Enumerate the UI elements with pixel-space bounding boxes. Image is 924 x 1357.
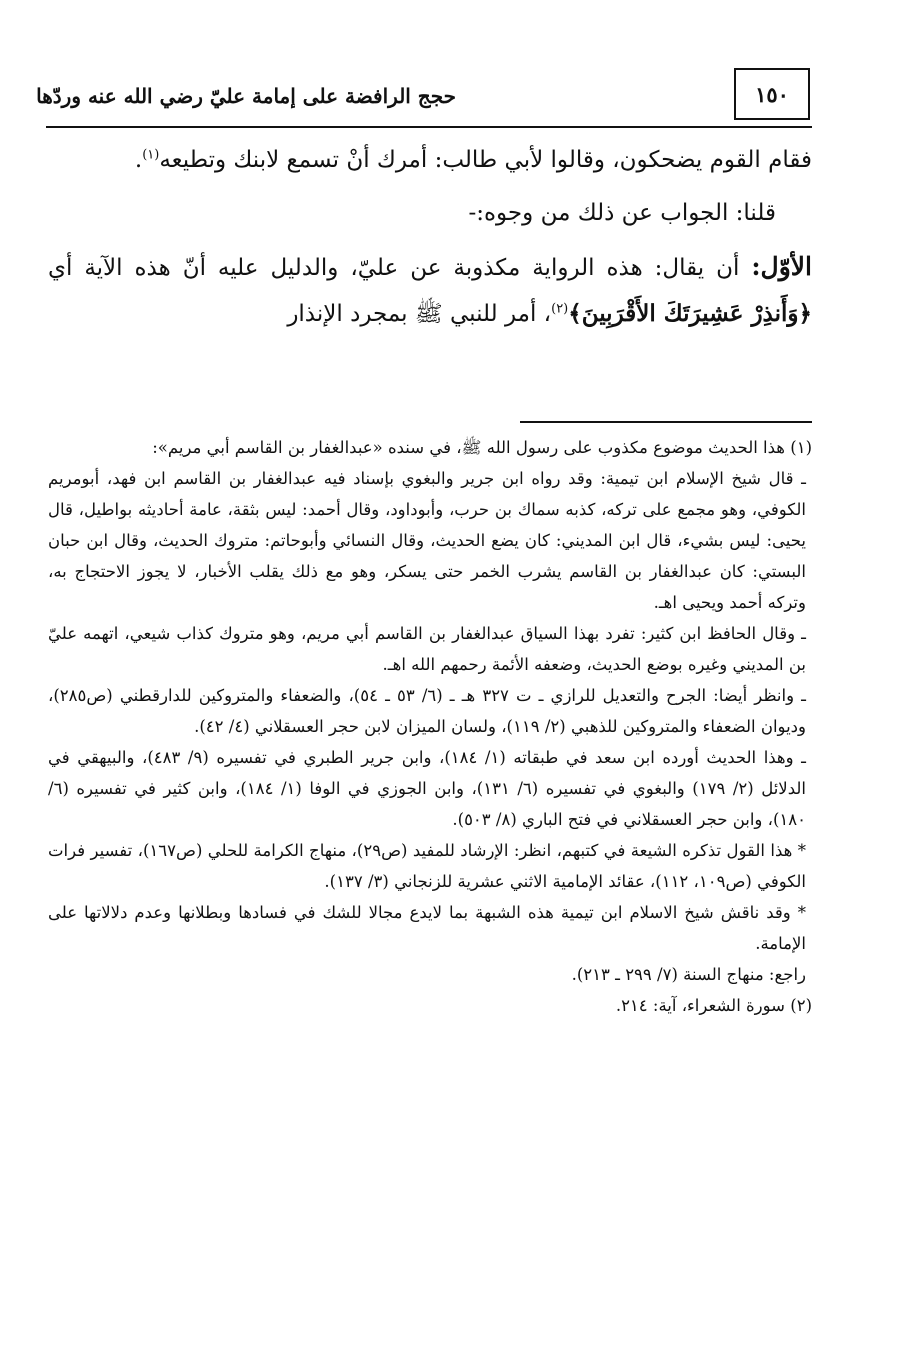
footnote-1-kathir: ـ وقال الحافظ ابن كثير: تفرد بهذا السياق عبدالغفار بن القاسم أبي مريم، وهو متروك كذاب شيعي، اتهمه عليّ بن المديني وغيره بوضع الحديث، وضعفه الأئمة رحمهم الله اهـ. [48, 624, 806, 674]
running-title: حجج الرافضة على إمامة عليّ رضي الله عنه وردّها [36, 84, 456, 108]
quran-verse: ﴿وَأَنذِرْ عَشِيرَتَكَ الأَقْرَبِينَ﴾ [568, 300, 812, 327]
footnote-separator [520, 421, 812, 423]
main-paragraph-1 [48, 138, 812, 183]
footnote-1-shia-sources: * هذا القول تذكره الشيعة في كتبهم، انظر: الإرشاد للمفيد (ص٢٩)، منهاج الكرامة للحلي (ص١٦٧)، تفسير فرات الكوفي (ص١٠٩، ١١٢)، عقائد الإمامية الاثني عشرية للزنجاني (٣/ ١٣٧). [48, 841, 806, 891]
footnote-1-taymiyya: ـ قال شيخ الإسلام ابن تيمية: وقد رواه ابن جرير والبغوي بإسناد فيه عبدالغفار بن القاسم ابن فهد، أبومريم الكوفي، وهو مجمع على تركه، كذبه سماك بن حرب، وأبوداود، وقال أحمد: ليس بثقة، عامة أحاديثه بواطيل، قال يحيى: ليس بشيء، قال ابن المديني: كان يضع الحديث، وقال النسائي وأبوحاتم: متروك الحديث، وقال ابن حبان البستي: كان عبدالغفار بن القاسم يشرب الخمر حتى يسكر، وهو مع ذلك يقلب الأخبار، لا يجوز الاحتجاج به، وتركه أحمد ويحيى اهـ. [48, 469, 806, 612]
main-paragraph-1-text: فقام القوم يضحكون، وقالوا لأبي طالب: أمرك أنْ تسمع لابنك وتطيعه [159, 147, 812, 173]
main-paragraph-1-end: . [134, 147, 143, 173]
footnote-1-sources: ـ وهذا الحديث أورده ابن سعد في طبقاته (١/ ١٨٤)، وابن جرير الطبري في تفسيره (٩/ ٤٨٣)، والبيهقي في الدلائل (٢/ ١٧٩) والبغوي في تفسيره (٦/ ١٣١)، وابن الجوزي في الوفا (١/ ١٨٤)، وابن كثير في تفسيره (٦/ ١٨٠)، وابن حجر العسقلاني في فتح الباري (٨/ ٥٠٣). [48, 748, 806, 829]
footnotes [48, 432, 812, 1021]
footnote-2: (٢) سورة الشعراء، آية: ٢١٤. [615, 996, 812, 1015]
header-rule [46, 126, 812, 128]
main-paragraph-2: قلنا: الجواب عن ذلك من وجوه:- [468, 200, 776, 226]
footnote-1-refutation: * وقد ناقش شيخ الاسلام ابن تيمية هذه الشبهة بما لايدع مجالا للشك في فسادها وبطلانها وعدم دلالاتها على الإمامة. [48, 903, 806, 953]
footnote-ref-2: (٢) [551, 301, 569, 317]
page-number-box [734, 68, 810, 120]
footnote-1-refer: راجع: منهاج السنة (٧/ ٢٩٩ ـ ٢١٣). [571, 965, 806, 984]
page-number: ١٥٠ [755, 81, 789, 107]
main-paragraph-3-text: أن يقال: هذه الرواية مكذوبة عن عليّ، والدليل عليه أنّ هذه الآية أي [48, 255, 752, 281]
main-text [48, 138, 812, 337]
footnote-ref-1: (١) [142, 147, 160, 163]
footnote-1-intro: (١) هذا الحديث موضوع مكذوب على رسول الله ﷺ، في سنده «عبدالغفار بن القاسم أبي مريم»: [152, 438, 812, 457]
main-paragraph-3 [48, 244, 812, 337]
first-point-lead: الأوّل: [751, 252, 812, 281]
main-paragraph-3-end: ، أمر للنبي ﷺ بمجرد الإنذار [287, 301, 552, 327]
footnote-1-see-also: ـ وانظر أيضا: الجرح والتعديل للرازي ـ ت ٣٢٧ هـ ـ (٦/ ٥٣ ـ ٥٤)، والضعفاء والمتروكين للدارقطني (ص٢٨٥)، وديوان الضعفاء والمتروكين للذهبي (٢/ ١١٩)، ولسان الميزان لابن حجر العسقلاني (٤/ ٤٢). [48, 686, 806, 736]
